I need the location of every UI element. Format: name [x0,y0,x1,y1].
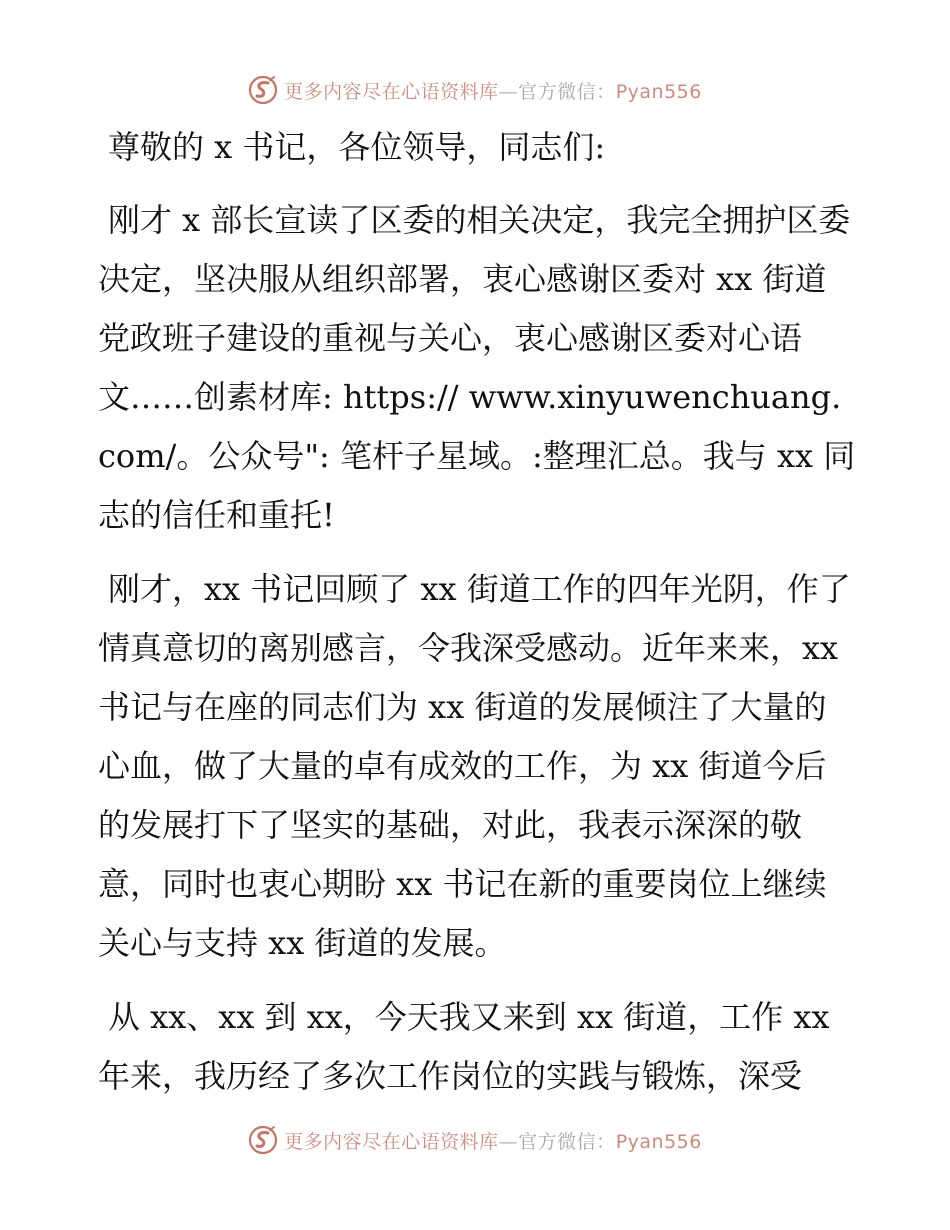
watermark-text [284,1127,702,1154]
salutation: 尊敬的 x 书记，各位领导，同志们: [108,128,606,166]
wechat-label: 官方微信： [518,1130,616,1153]
site-name: 更多内容尽在心语资料库 [284,1130,499,1153]
separator-dash: — [498,1130,519,1153]
paragraph-2: 刚才，xx 书记回顾了 xx 街道工作的四年光阴，作了情真意切的离别感言，令我深受感动。近年来来，xx 书记与在座的同志们为 xx 街道的发展倾注了大量的心血，做了大量的卓有成效的工作，为 xx 街道今后的发展打下了坚实的基础，对此，我表示深深的敬意，同时也衷心期盼 xx 书记在新的重要岗位上继续关心与支持 xx 街道的发展。 [98,570,851,962]
wechat-account: Pyan556 [615,80,702,103]
seal-logo-icon [248,75,278,105]
seal-logo-icon [248,1125,278,1155]
watermark-text [284,77,702,104]
separator-dash: — [498,80,519,103]
wechat-label: 官方微信： [518,80,616,103]
wechat-account: Pyan556 [615,1130,702,1153]
paragraph-3: 从 xx、xx 到 xx，今天我又来到 xx 街道，工作 xx 年来，我历经了多次工作岗位的实践与锻炼，深受 [98,998,830,1095]
document-body [98,118,858,1121]
footer-watermark [0,1120,950,1160]
site-name: 更多内容尽在心语资料库 [284,80,499,103]
paragraph-1: 刚才 x 部长宣读了区委的相关决定，我完全拥护区委决定，坚决服从组织部署，衷心感谢区委对 xx 街道党政班子建设的重视与关心，衷心感谢区委对心语文……创素材库: https:// www.xinyuwenchuang.com/。公众号": 笔杆子星域。:整理汇总。我与 xx 同志的信任和重托! [98,201,856,534]
header-watermark [0,70,950,110]
